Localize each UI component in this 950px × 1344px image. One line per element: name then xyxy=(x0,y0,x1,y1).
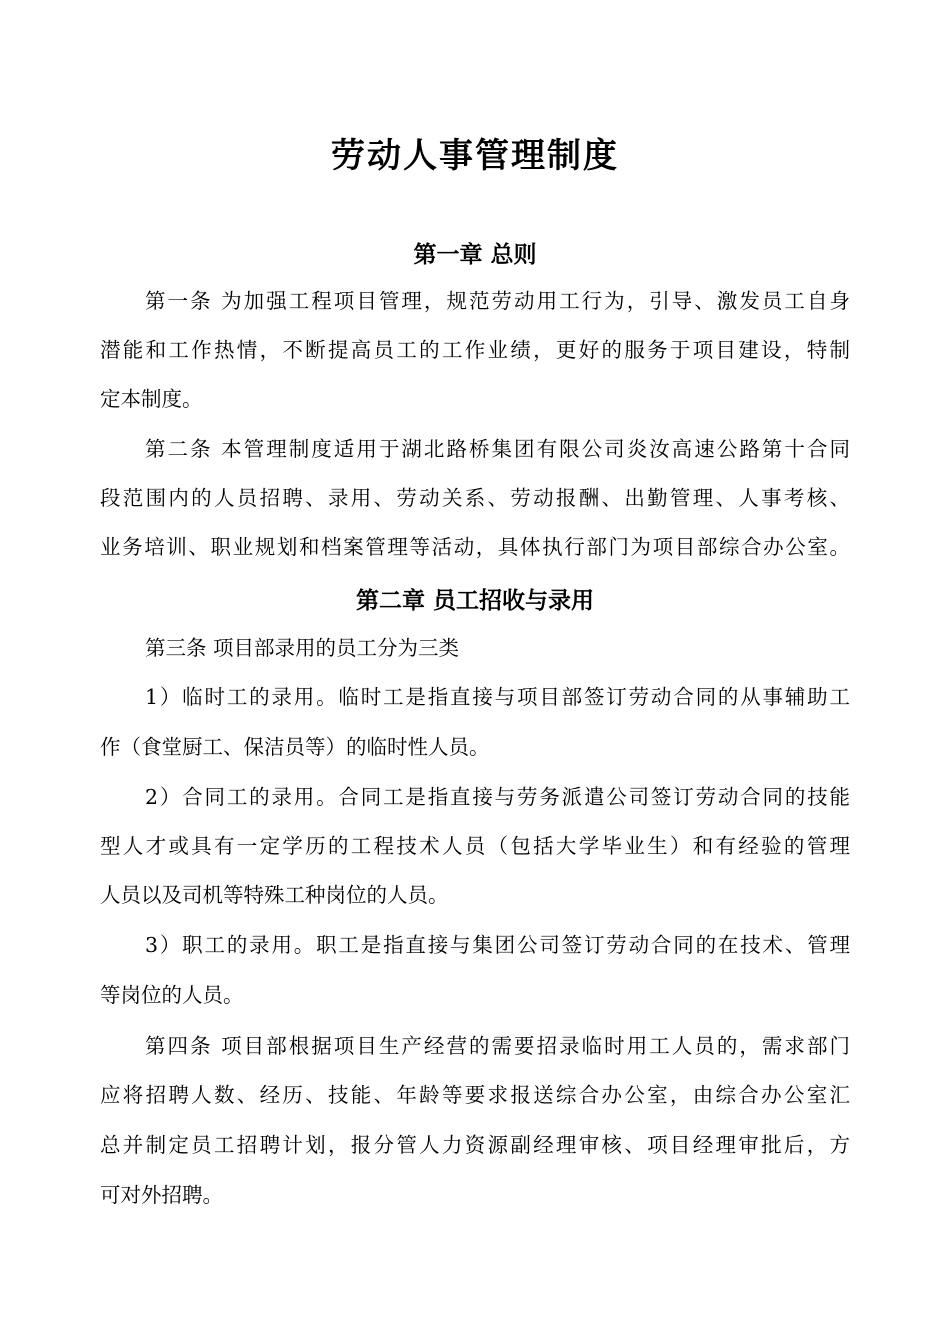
article-1-line-1: 第一条 为加强工程项目管理，规范劳动用工行为，引导、激发员工自身 xyxy=(145,289,850,313)
article-4-line-1: 第四条 项目部根据项目生产经营的需要招录临时用工人员的，需求部门 xyxy=(145,1034,850,1058)
item-1-line-2: 作（食堂厨工、保洁员等）的临时性人员。 xyxy=(100,735,490,759)
item-2-line-2: 型人才或具有一定学历的工程技术人员（包括大学毕业生）和有经验的管理 xyxy=(100,834,850,858)
article-1-line-2: 潜能和工作热情，不断提高员工的工作业绩，更好的服务于项目建设，特制 xyxy=(100,338,850,362)
article-2-line-3: 业务培训、职业规划和档案管理等活动，具体执行部门为项目部综合办公室。 xyxy=(100,535,850,559)
item-3-line-2: 等岗位的人员。 xyxy=(100,983,244,1007)
chapter-2-heading: 第二章 员工招收与录用 xyxy=(355,587,594,614)
chapter-1-heading: 第一章 总则 xyxy=(413,241,537,268)
article-2-line-1: 第二条 本管理制度适用于湖北路桥集团有限公司炎汝高速公路第十合同 xyxy=(145,437,850,461)
item-2-line-3: 人员以及司机等特殊工种岗位的人员。 xyxy=(100,883,449,907)
article-4-line-2: 应将招聘人数、经历、技能、年龄等要求报送综合办公室，由综合办公室汇 xyxy=(100,1083,850,1107)
article-1-line-3: 定本制度。 xyxy=(100,387,203,411)
item-2-line-1: 2）合同工的录用。合同工是指直接与劳务派遣公司签订劳动合同的技能 xyxy=(145,785,850,809)
article-4-line-3: 总并制定员工招聘计划，报分管人力资源副经理审核、项目经理审批后，方 xyxy=(100,1133,850,1157)
article-3-line-1: 第三条 项目部录用的员工分为三类 xyxy=(145,636,460,660)
article-4-line-4: 可对外招聘。 xyxy=(100,1183,223,1207)
item-3-line-1: 3）职工的录用。职工是指直接与集团公司签订劳动合同的在技术、管理 xyxy=(145,933,850,957)
document-title: 劳动人事管理制度 xyxy=(331,136,619,176)
item-1-line-1: 1）临时工的录用。临时工是指直接与项目部签订劳动合同的从事辅助工 xyxy=(145,685,850,709)
article-2-line-2: 段范围内的人员招聘、录用、劳动关系、劳动报酬、出勤管理、人事考核、 xyxy=(100,486,850,510)
